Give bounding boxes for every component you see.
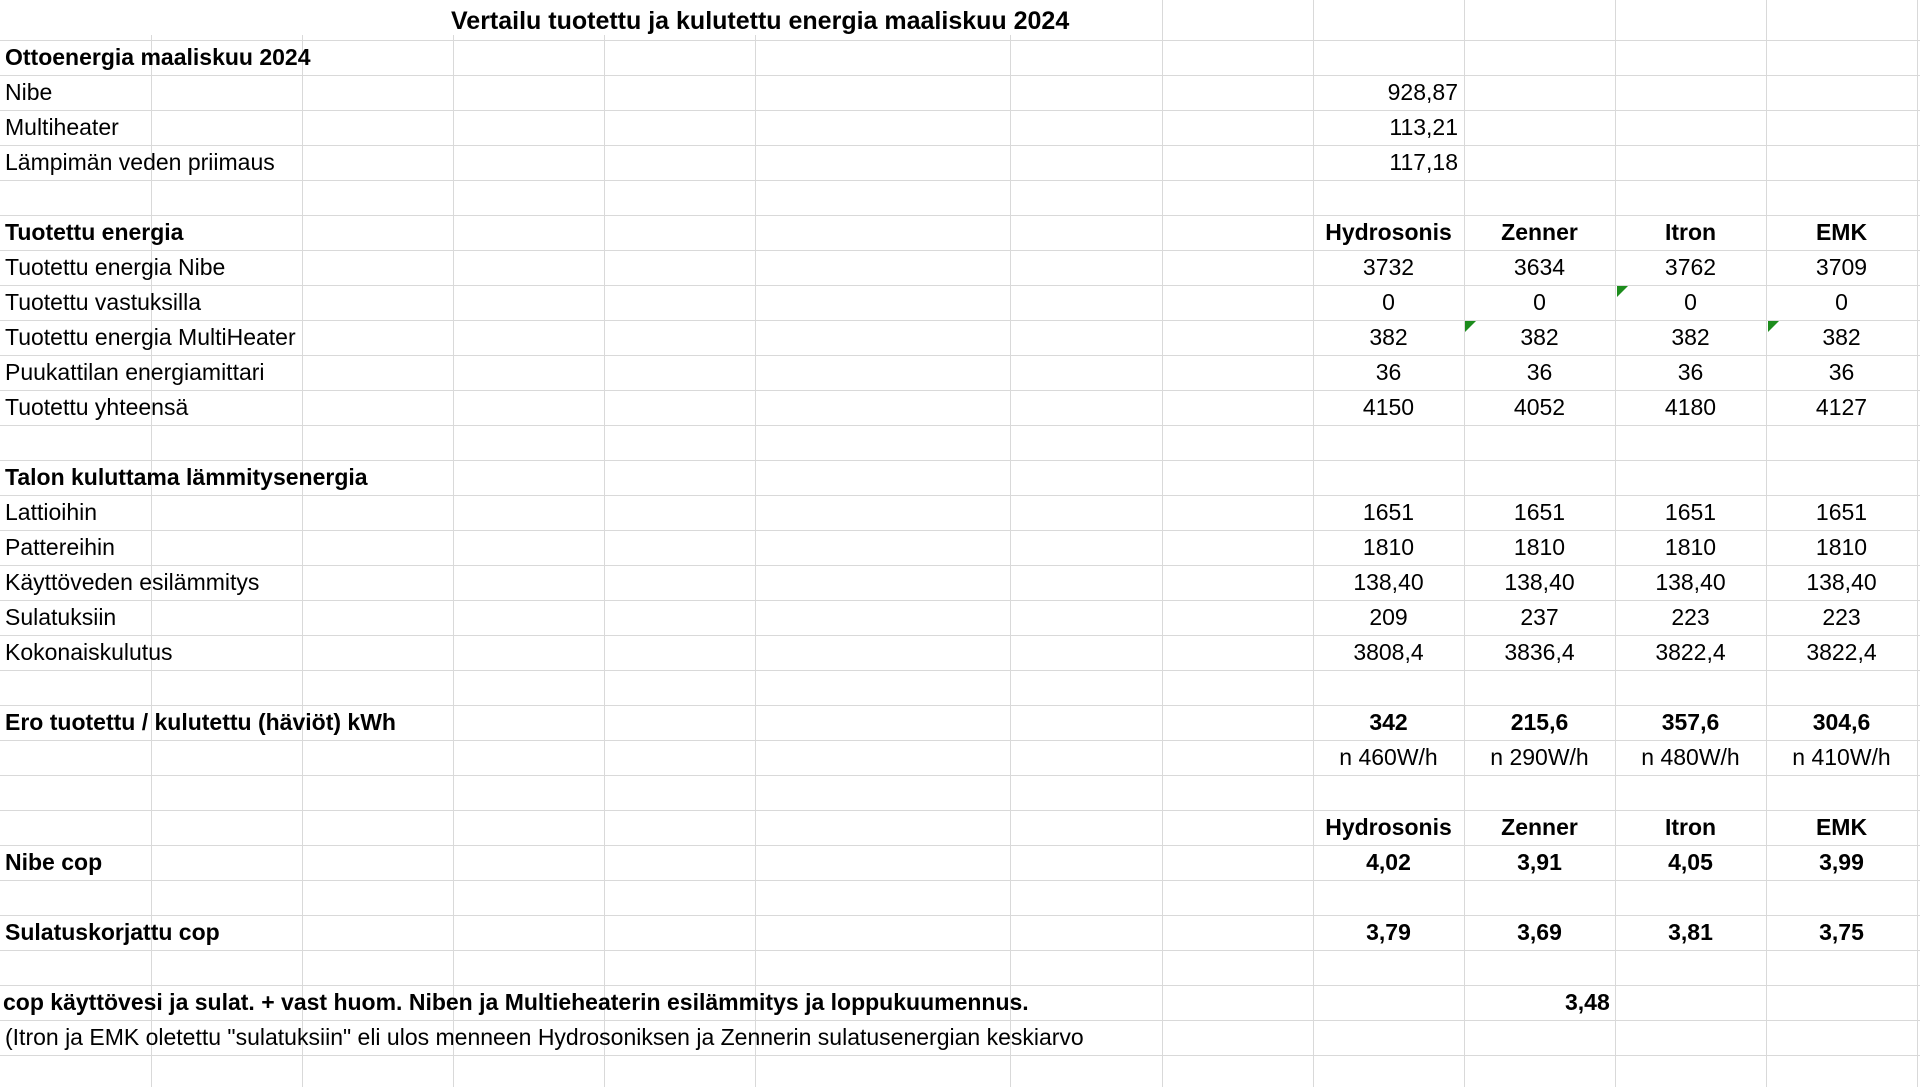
kulutus-sulatukset-itron: 223 [1671,604,1710,630]
tuotettu-label-puukattila: Puukattilan energiamittari [5,359,265,385]
tuotettu-nibe-emk: 3709 [1815,254,1868,280]
grid-line [0,110,1920,111]
tuotettu-vastukset-itron: 0 [1684,289,1697,315]
grid-line [0,670,1920,671]
tuotettu-vastukset-zenner: 0 [1533,289,1546,315]
ero-hydrosonis: 342 [1369,709,1408,735]
kulutus-sulatukset-zenner: 237 [1520,604,1559,630]
cop-header-itron: Itron [1664,814,1717,840]
kulutus-kokonais-hydrosonis: 3808,4 [1353,639,1424,665]
tuotettu-puukattila-emk: 36 [1828,359,1855,385]
tuotettu-label-nibe: Tuotettu energia Nibe [5,254,226,280]
ero-emk: 304,6 [1812,709,1871,735]
tuotettu-nibe-zenner: 3634 [1513,254,1566,280]
kulutus-label-patterit: Pattereihin [5,534,115,560]
meter-header-itron: Itron [1664,219,1717,245]
ero-power-hydrosonis: n 460W/h [1339,744,1438,770]
kulutus-label-sulatukset: Sulatuksiin [5,604,117,630]
kulutus-label-kokonais: Kokonaiskulutus [5,639,173,665]
tuotettu-multiheater-hydrosonis: 382 [1369,324,1408,350]
kulutus-kayttovesi-emk: 138,40 [1806,569,1877,595]
tuotettu-yhteensa-hydrosonis: 4150 [1362,394,1415,420]
nibe-cop-label: Nibe cop [5,849,103,875]
grid-line [0,75,1920,76]
tuotettu-vastukset-emk: 0 [1835,289,1848,315]
kulutus-kokonais-emk: 3822,4 [1806,639,1877,665]
kulutus-label-lattiat: Lattioihin [5,499,98,525]
kulutus-lattiat-zenner: 1651 [1513,499,1566,525]
footer-note-value: 3,48 [1565,989,1610,1015]
grid-line [1010,35,1011,1087]
nibe-cop-itron: 4,05 [1668,849,1713,875]
grid-line [1917,35,1918,1087]
otto-label-multiheater: Multiheater [5,114,119,140]
ero-power-emk: n 410W/h [1792,744,1891,770]
tuotettu-multiheater-emk: 382 [1822,324,1861,350]
kulutus-patterit-emk: 1810 [1815,534,1868,560]
meter-header-emk: EMK [1815,219,1868,245]
ero-label: Ero tuotettu / kulutettu (häviöt) kWh [5,709,396,735]
nibe-cop-hydrosonis: 4,02 [1366,849,1411,875]
ero-power-itron: n 480W/h [1641,744,1740,770]
ero-itron: 357,6 [1661,709,1720,735]
tuotettu-yhteensa-emk: 4127 [1815,394,1868,420]
grid-line [1313,0,1314,35]
grid-line [0,1055,1920,1056]
otto-label-nibe: Nibe [5,79,53,105]
otto-value-multiheater: 113,21 [1389,114,1458,140]
grid-line [0,775,1920,776]
grid-line [453,35,454,1087]
kulutus-lattiat-itron: 1651 [1664,499,1717,525]
tuotettu-heading: Tuotettu energia [5,219,184,245]
sulatus-cop-zenner: 3,69 [1517,919,1562,945]
tuotettu-puukattila-hydrosonis: 36 [1375,359,1402,385]
comment-indicator-icon[interactable] [1465,321,1476,332]
otto-label-priimaus: Lämpimän veden priimaus [5,149,275,175]
kulutus-lattiat-emk: 1651 [1815,499,1868,525]
kulutus-patterit-hydrosonis: 1810 [1362,534,1415,560]
kulutus-kayttovesi-hydrosonis: 138,40 [1353,569,1424,595]
sulatus-cop-label: Sulatuskorjattu cop [5,919,220,945]
ero-power-zenner: n 290W/h [1490,744,1589,770]
grid-line [0,180,1920,181]
grid-line [0,880,1920,881]
footer-note: cop käyttövesi ja sulat. + vast huom. Niben ja Multieheaterin esilämmitys ja loppukuumennus. [3,989,1029,1015]
sulatus-cop-itron: 3,81 [1668,919,1713,945]
kulutus-sulatukset-emk: 223 [1822,604,1861,630]
grid-line [1464,0,1465,35]
tuotettu-yhteensa-itron: 4180 [1664,394,1717,420]
tuotettu-label-multiheater: Tuotettu energia MultiHeater [5,324,296,350]
comment-indicator-icon[interactable] [1617,286,1628,297]
cop-header-emk: EMK [1815,814,1868,840]
nibe-cop-zenner: 3,91 [1517,849,1562,875]
kulutus-kokonais-zenner: 3836,4 [1504,639,1575,665]
cop-header-hydrosonis: Hydrosonis [1325,814,1452,840]
kulutus-patterit-zenner: 1810 [1513,534,1566,560]
tuotettu-nibe-hydrosonis: 3732 [1362,254,1415,280]
kulutus-sulatukset-hydrosonis: 209 [1369,604,1408,630]
grid-line [1615,0,1616,35]
grid-line [0,425,1920,426]
kulutus-kayttovesi-itron: 138,40 [1655,569,1726,595]
cop-header-zenner: Zenner [1501,814,1578,840]
otto-value-nibe: 928,87 [1387,79,1458,105]
kulutus-lattiat-hydrosonis: 1651 [1362,499,1415,525]
grid-line [755,35,756,1087]
tuotettu-label-yhteensa: Tuotettu yhteensä [5,394,189,420]
meter-header-zenner: Zenner [1501,219,1578,245]
grid-line [1162,0,1163,35]
comment-indicator-icon[interactable] [1768,321,1779,332]
kulutus-label-kayttovesi: Käyttöveden esilämmitys [5,569,260,595]
tuotettu-multiheater-itron: 382 [1671,324,1710,350]
kulutus-kokonais-itron: 3822,4 [1655,639,1726,665]
tuotettu-puukattila-zenner: 36 [1526,359,1553,385]
grid-line [0,145,1920,146]
grid-line [1917,0,1918,35]
grid-line [302,35,303,1087]
otto-value-priimaus: 117,18 [1389,149,1458,175]
tuotettu-vastukset-hydrosonis: 0 [1382,289,1395,315]
kulutus-heading: Talon kuluttama lämmitysenergia [5,464,368,490]
ero-zenner: 215,6 [1510,709,1569,735]
tuotettu-nibe-itron: 3762 [1664,254,1717,280]
grid-line [1766,0,1767,35]
nibe-cop-emk: 3,99 [1819,849,1864,875]
meter-header-hydrosonis: Hydrosonis [1325,219,1452,245]
kulutus-patterit-itron: 1810 [1664,534,1717,560]
tuotettu-puukattila-itron: 36 [1677,359,1704,385]
tuotettu-multiheater-zenner: 382 [1520,324,1559,350]
grid-line [0,950,1920,951]
sulatus-cop-emk: 3,75 [1819,919,1864,945]
sheet-title: Vertailu tuotettu ja kulutettu energia maaliskuu 2024 [451,7,1070,35]
grid-line [1162,35,1163,1087]
tuotettu-label-vastukset: Tuotettu vastuksilla [5,289,202,315]
sulatus-cop-hydrosonis: 3,79 [1366,919,1411,945]
footnote: (Itron ja EMK oletettu "sulatuksiin" eli ulos menneen Hydrosoniksen ja Zennerin sulatusenergian keskiarvo [5,1024,1084,1050]
kulutus-kayttovesi-zenner: 138,40 [1504,569,1575,595]
otto-heading: Ottoenergia maaliskuu 2024 [5,44,311,70]
grid-line [604,35,605,1087]
tuotettu-yhteensa-zenner: 4052 [1513,394,1566,420]
